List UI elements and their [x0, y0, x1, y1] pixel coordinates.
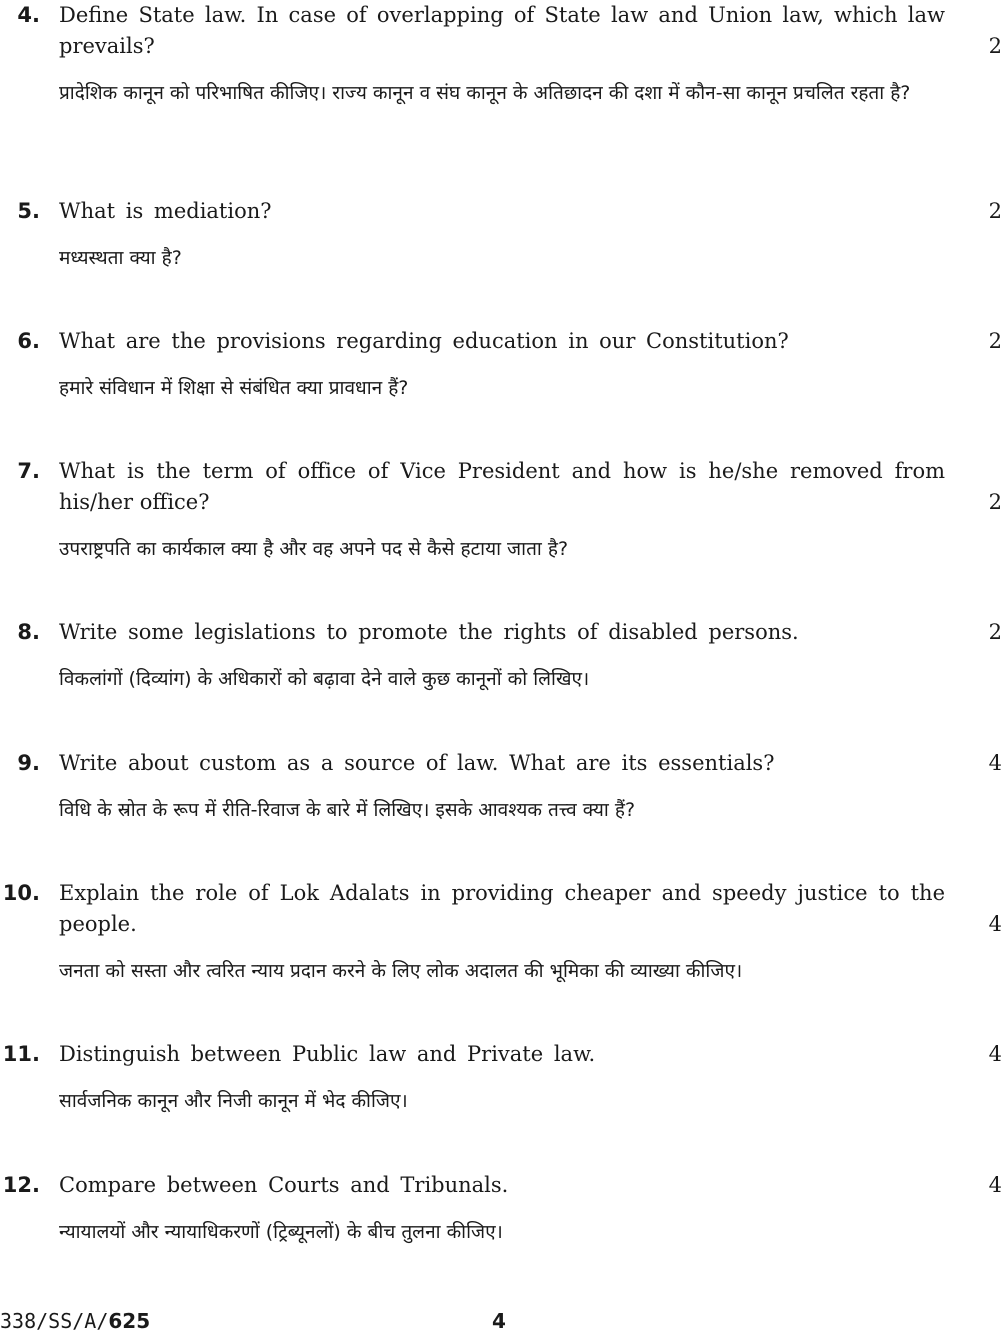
- question-marks: 4: [988, 1173, 1002, 1197]
- question-number: 6.: [17, 329, 40, 353]
- question-text-english: Compare between Courts and Tribunals.: [59, 1173, 509, 1197]
- question-number: 10.: [2, 881, 40, 905]
- question-text-hindi: प्रादेशिक कानून को परिभाषित कीजिए। राज्य कानून व संघ कानून के अतिछादन की दशा में कौन-सा कानून प्रचलित रहता है?: [59, 82, 911, 104]
- page-number: 4: [492, 1309, 506, 1333]
- question-text-english: Distinguish between Public law and Private law.: [59, 1042, 596, 1066]
- question-text-english: Write some legislations to promote the rights of disabled persons.: [59, 620, 799, 644]
- question-marks: 4: [988, 912, 1002, 936]
- question-text-english: Define State law. In case of overlapping of State law and Union law, which law prevails?: [59, 3, 945, 58]
- paper-code-prefix: 338/SS/A/: [0, 1309, 109, 1333]
- question-number: 9.: [17, 751, 40, 775]
- question-marks: 2: [988, 329, 1002, 353]
- question-text-hindi: मध्यस्थता क्या है?: [59, 247, 182, 269]
- question-text-hindi: सार्वजनिक कानून और निजी कानून में भेद कीजिए।: [59, 1090, 408, 1112]
- question-text-english: Explain the role of Lok Adalats in providing cheaper and speedy justice to the people.: [59, 881, 945, 936]
- question-marks: 2: [988, 620, 1002, 644]
- question-text-hindi: हमारे संविधान में शिक्षा से संबंधित क्या प्रावधान हैं?: [59, 377, 409, 399]
- question-number: 11.: [2, 1042, 40, 1066]
- question-number: 8.: [17, 620, 40, 644]
- question-number: 5.: [17, 199, 40, 223]
- question-marks: 2: [988, 199, 1002, 223]
- question-number: 4.: [17, 3, 40, 27]
- question-marks: 4: [988, 751, 1002, 775]
- question-text-english: What is the term of office of Vice President and how is he/she removed from his/her office?: [59, 459, 945, 514]
- question-text-english: What is mediation?: [59, 199, 272, 223]
- question-text-hindi: उपराष्ट्रपति का कार्यकाल क्या है और वह अपने पद से कैसे हटाया जाता है?: [59, 538, 569, 560]
- question-marks: 2: [988, 34, 1002, 58]
- paper-code: [0, 1308, 150, 1334]
- question-marks: 2: [988, 490, 1002, 514]
- question-text-english: Write about custom as a source of law. What are its essentials?: [59, 751, 775, 775]
- question-number: 12.: [2, 1173, 40, 1197]
- question-text-hindi: विकलांगों (दिव्यांग) के अधिकारों को बढ़ावा देने वाले कुछ कानूनों को लिखिए।: [59, 668, 590, 690]
- question-text-hindi: न्यायालयों और न्यायाधिकरणों (ट्रिब्यूनलों) के बीच तुलना कीजिए।: [59, 1221, 503, 1243]
- question-text-hindi: विधि के स्रोत के रूप में रीति-रिवाज के बारे में लिखिए। इसके आवश्यक तत्त्व क्या हैं?: [59, 799, 636, 821]
- question-text-english: What are the provisions regarding education in our Constitution?: [59, 329, 789, 353]
- paper-code-number: 625: [108, 1309, 151, 1333]
- question-text-hindi: जनता को सस्ता और त्वरित न्याय प्रदान करने के लिए लोक अदालत की भूमिका की व्याख्या कीजिए।: [59, 960, 743, 982]
- question-number: 7.: [17, 459, 40, 483]
- page-footer: [0, 1308, 1005, 1334]
- question-marks: 4: [988, 1042, 1002, 1066]
